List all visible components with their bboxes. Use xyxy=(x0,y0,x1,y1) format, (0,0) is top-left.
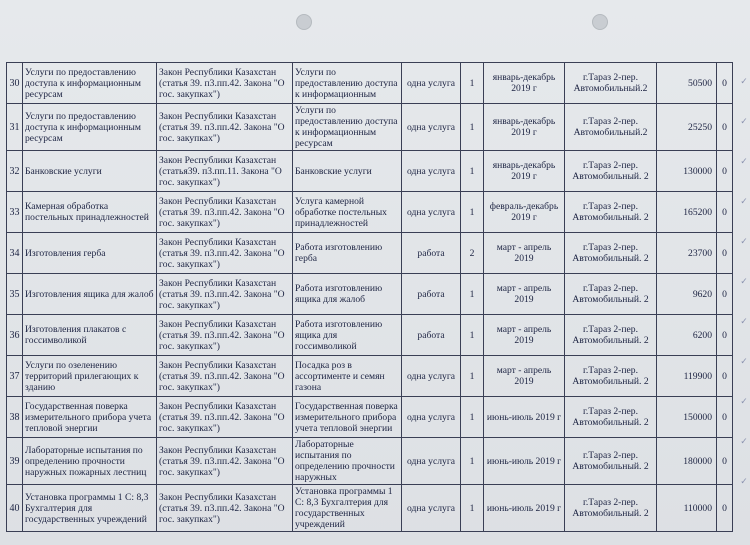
check-mark-icon: ✓ xyxy=(740,157,748,167)
check-mark-icon: ✓ xyxy=(740,437,748,447)
advance-payment-cell: 0 xyxy=(717,315,733,356)
delivery-place-cell: г.Тараз 2-пер. Автомобильный. 2 xyxy=(565,233,657,274)
advance-payment-cell: 0 xyxy=(717,397,733,438)
table-row xyxy=(7,274,733,315)
delivery-period-cell: март - апрель 2019 xyxy=(484,274,565,315)
legal-basis-cell: Закон Республики Казахстан (статья 39. п3.пп.42. Закона "О гос. закупках") xyxy=(157,485,293,532)
legal-basis-cell: Закон Республики Казахстан (статья 39. п3.пп.42. Закона "О гос. закупках") xyxy=(157,274,293,315)
unit-of-measure-cell: одна услуга xyxy=(402,104,461,151)
service-name-cell: Услуги по предоставлению доступа к информационным ресурсам xyxy=(23,63,157,104)
table-row xyxy=(7,233,733,274)
service-description-cell: Работа изготовлению герба xyxy=(293,233,402,274)
advance-payment-cell: 0 xyxy=(717,485,733,532)
service-description-cell: Установка программы 1 С: 8,3 Бухгалтерия для государственных учреждений xyxy=(293,485,402,532)
amount-cell: 6200 xyxy=(657,315,717,356)
unit-of-measure-cell: одна услуга xyxy=(402,397,461,438)
legal-basis-cell: Закон Республики Казахстан (статья 39. п3.пп.42. Закона "О гос. закупках") xyxy=(157,233,293,274)
service-name-cell: Государственная поверка измерительного прибора учета тепловой энергии xyxy=(23,397,157,438)
delivery-period-cell: январь-декабрь 2019 г xyxy=(484,104,565,151)
delivery-place-cell: г.Тараз 2-пер. Автомобильный. 2 xyxy=(565,151,657,192)
service-description-cell: Услуги по предоставлению доступа к информационным ресурсам xyxy=(293,104,402,151)
table-row xyxy=(7,356,733,397)
advance-payment-cell: 0 xyxy=(717,356,733,397)
service-name-cell: Изготовления плакатов с госсимволикой xyxy=(23,315,157,356)
quantity-cell: 1 xyxy=(461,438,484,485)
advance-payment-cell: 0 xyxy=(717,104,733,151)
amount-cell: 110000 xyxy=(657,485,717,532)
service-name-cell: Камерная обработка постельных принадлежностей xyxy=(23,192,157,233)
amount-cell: 180000 xyxy=(657,438,717,485)
row-number-cell: 40 xyxy=(7,485,23,532)
delivery-place-cell: г.Тараз 2-пер. Автомобильный. 2 xyxy=(565,397,657,438)
check-mark-column xyxy=(738,62,750,502)
advance-payment-cell: 0 xyxy=(717,274,733,315)
legal-basis-cell: Закон Республики Казахстан (статья39. п3.пп.11. Закона "О гос. закупках") xyxy=(157,151,293,192)
legal-basis-cell: Закон Республики Казахстан (статья 39. п3.пп.42. Закона "О гос. закупках") xyxy=(157,356,293,397)
row-number-cell: 35 xyxy=(7,274,23,315)
table-row xyxy=(7,151,733,192)
table-row xyxy=(7,192,733,233)
unit-of-measure-cell: одна услуга xyxy=(402,485,461,532)
service-description-cell: Государственная поверка измерительного прибора учета тепловой энергии xyxy=(293,397,402,438)
delivery-period-cell: март - апрель 2019 xyxy=(484,356,565,397)
check-mark-icon: ✓ xyxy=(740,317,748,327)
delivery-period-cell: июнь-июль 2019 г xyxy=(484,397,565,438)
legal-basis-cell: Закон Республики Казахстан (статья 39. п3.пп.42. Закона "О гос. закупках") xyxy=(157,104,293,151)
service-description-cell: Банковские услуги xyxy=(293,151,402,192)
unit-of-measure-cell: одна услуга xyxy=(402,438,461,485)
check-mark-icon: ✓ xyxy=(740,477,748,487)
amount-cell: 50500 xyxy=(657,63,717,104)
check-mark-icon: ✓ xyxy=(740,277,748,287)
row-number-cell: 30 xyxy=(7,63,23,104)
table-row xyxy=(7,397,733,438)
delivery-place-cell: г.Тараз 2-пер. Автомобильный.2 xyxy=(565,63,657,104)
service-name-cell: Изготовления ящика для жалоб xyxy=(23,274,157,315)
check-mark-icon: ✓ xyxy=(740,397,748,407)
service-name-cell: Услуги по озеленению территорий прилегающих к зданию xyxy=(23,356,157,397)
row-number-cell: 37 xyxy=(7,356,23,397)
punch-hole xyxy=(592,14,608,30)
service-name-cell: Установка программы 1 С: 8,3 Бухгалтерия для государственных учреждений xyxy=(23,485,157,532)
service-name-cell: Банковские услуги xyxy=(23,151,157,192)
delivery-place-cell: г.Тараз 2-пер. Автомобильный. 2 xyxy=(565,356,657,397)
check-mark-icon: ✓ xyxy=(740,117,748,127)
delivery-period-cell: июнь-июль 2019 г xyxy=(484,438,565,485)
service-description-cell: Услуга камерной обработке постельных принадлежностей xyxy=(293,192,402,233)
table-row xyxy=(7,104,733,151)
service-description-cell: Услуги по предоставлению доступа к информационным xyxy=(293,63,402,104)
quantity-cell: 1 xyxy=(461,274,484,315)
table-row xyxy=(7,63,733,104)
procurement-table xyxy=(6,62,733,532)
unit-of-measure-cell: работа xyxy=(402,233,461,274)
service-name-cell: Услуги по предоставлению доступа к информационным ресурсам xyxy=(23,104,157,151)
amount-cell: 130000 xyxy=(657,151,717,192)
amount-cell: 165200 xyxy=(657,192,717,233)
quantity-cell: 1 xyxy=(461,397,484,438)
amount-cell: 9620 xyxy=(657,274,717,315)
service-description-cell: Работа изготовлению ящика для жалоб xyxy=(293,274,402,315)
check-mark-icon: ✓ xyxy=(740,357,748,367)
delivery-period-cell: июнь-июль 2019 г xyxy=(484,485,565,532)
quantity-cell: 1 xyxy=(461,63,484,104)
delivery-place-cell: г.Тараз 2-пер. Автомобильный. 2 xyxy=(565,315,657,356)
amount-cell: 25250 xyxy=(657,104,717,151)
delivery-place-cell: г.Тараз 2-пер. Автомобильный.2 xyxy=(565,104,657,151)
legal-basis-cell: Закон Республики Казахстан (статья 39. п3.пп.42. Закона "О гос. закупках") xyxy=(157,315,293,356)
check-mark-icon: ✓ xyxy=(740,237,748,247)
delivery-place-cell: г.Тараз 2-пер. Автомобильный. 2 xyxy=(565,274,657,315)
quantity-cell: 1 xyxy=(461,151,484,192)
delivery-period-cell: март - апрель 2019 xyxy=(484,315,565,356)
unit-of-measure-cell: одна услуга xyxy=(402,151,461,192)
advance-payment-cell: 0 xyxy=(717,192,733,233)
delivery-period-cell: январь-декабрь 2019 г xyxy=(484,151,565,192)
unit-of-measure-cell: работа xyxy=(402,274,461,315)
amount-cell: 150000 xyxy=(657,397,717,438)
row-number-cell: 38 xyxy=(7,397,23,438)
advance-payment-cell: 0 xyxy=(717,233,733,274)
unit-of-measure-cell: одна услуга xyxy=(402,63,461,104)
delivery-place-cell: г.Тараз 2-пер. Автомобильный. 2 xyxy=(565,192,657,233)
quantity-cell: 1 xyxy=(461,356,484,397)
delivery-place-cell: г.Тараз 2-пер. Автомобильный. 2 xyxy=(565,485,657,532)
service-description-cell: Работа изготовлению ящика для госсимволикой xyxy=(293,315,402,356)
legal-basis-cell: Закон Республики Казахстан (статья 39. п3.пп.42. Закона "О гос. закупках") xyxy=(157,192,293,233)
quantity-cell: 1 xyxy=(461,485,484,532)
advance-payment-cell: 0 xyxy=(717,151,733,192)
check-mark-icon: ✓ xyxy=(740,197,748,207)
delivery-period-cell: январь-декабрь 2019 г xyxy=(484,63,565,104)
table-row xyxy=(7,485,733,532)
service-description-cell: Лабораторные испытания по определению прочности наружных xyxy=(293,438,402,485)
service-name-cell: Лабораторные испытания по определению прочности наружных пожарных лестниц xyxy=(23,438,157,485)
unit-of-measure-cell: одна услуга xyxy=(402,356,461,397)
quantity-cell: 2 xyxy=(461,233,484,274)
advance-payment-cell: 0 xyxy=(717,438,733,485)
row-number-cell: 34 xyxy=(7,233,23,274)
legal-basis-cell: Закон Республики Казахстан (статья 39. п3.пп.42. Закона "О гос. закупках") xyxy=(157,438,293,485)
row-number-cell: 36 xyxy=(7,315,23,356)
advance-payment-cell: 0 xyxy=(717,63,733,104)
delivery-period-cell: март - апрель 2019 xyxy=(484,233,565,274)
quantity-cell: 1 xyxy=(461,315,484,356)
check-mark-icon: ✓ xyxy=(740,77,748,87)
delivery-period-cell: февраль-декабрь 2019 г xyxy=(484,192,565,233)
amount-cell: 119900 xyxy=(657,356,717,397)
punch-hole xyxy=(296,14,312,30)
row-number-cell: 31 xyxy=(7,104,23,151)
amount-cell: 23700 xyxy=(657,233,717,274)
table-row xyxy=(7,438,733,485)
row-number-cell: 39 xyxy=(7,438,23,485)
service-name-cell: Изготовления герба xyxy=(23,233,157,274)
legal-basis-cell: Закон Республики Казахстан (статья 39. п3.пп.42. Закона "О гос. закупках") xyxy=(157,63,293,104)
legal-basis-cell: Закон Республики Казахстан (статья 39. п3.пп.42. Закона "О гос. закупках") xyxy=(157,397,293,438)
row-number-cell: 33 xyxy=(7,192,23,233)
quantity-cell: 1 xyxy=(461,104,484,151)
delivery-place-cell: г.Тараз 2-пер. Автомобильный. 2 xyxy=(565,438,657,485)
service-description-cell: Посадка роз в ассортименте и семян газона xyxy=(293,356,402,397)
row-number-cell: 32 xyxy=(7,151,23,192)
unit-of-measure-cell: одна услуга xyxy=(402,192,461,233)
quantity-cell: 1 xyxy=(461,192,484,233)
table-row xyxy=(7,315,733,356)
unit-of-measure-cell: работа xyxy=(402,315,461,356)
